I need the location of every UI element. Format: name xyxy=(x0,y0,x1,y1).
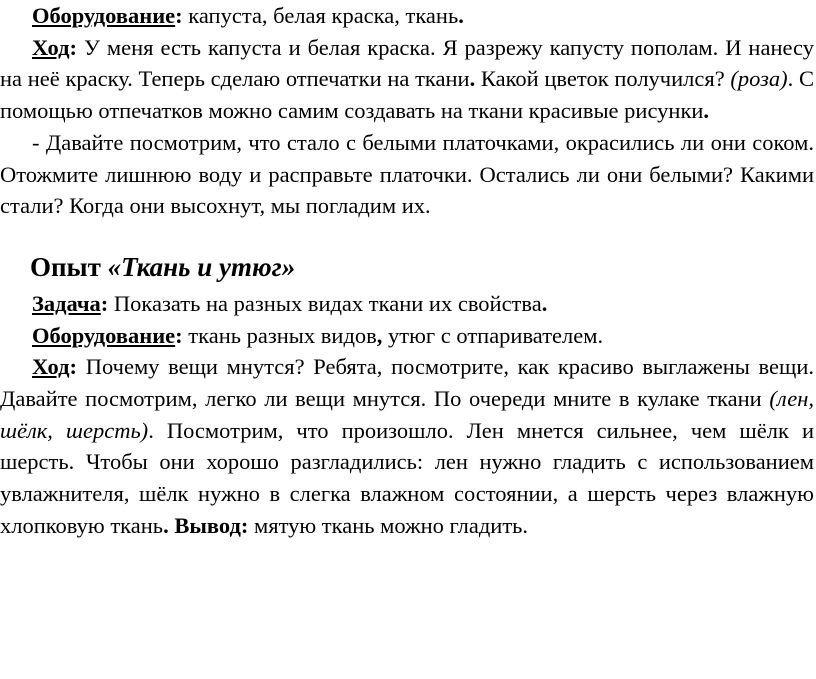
colon: : xyxy=(69,354,78,380)
period: . xyxy=(163,512,169,538)
course-label: Ход xyxy=(32,34,70,60)
colon: : xyxy=(100,290,109,316)
colon: : xyxy=(175,3,183,28)
conclusion-text: мятую ткань можно гладить. xyxy=(248,512,529,538)
colon: : xyxy=(175,322,183,348)
equipment-text: утюг с отпаривателем. xyxy=(382,322,604,348)
equipment-paragraph-2 xyxy=(0,320,814,352)
task-label: Задача xyxy=(32,290,101,316)
comma: , xyxy=(376,322,383,348)
course-text: У меня есть капуста и белая краска. Я разрежу капусту пополам. И нанесу на неё краску. Теперь сделаю отпечатки на ткани xyxy=(0,34,814,92)
conclusion-label: Вывод: xyxy=(168,512,249,538)
period: . xyxy=(541,290,548,316)
course-paragraph xyxy=(0,32,814,127)
title-plain: Опыт xyxy=(30,251,108,282)
course-italic: (роза) xyxy=(730,66,788,92)
course-label: Ход xyxy=(32,354,70,380)
course-text: Какой цветок получился? xyxy=(475,66,731,92)
dialog-paragraph: - Давайте посмотрим, что стало с белыми платочками, окрасились ли они соком. Отожмите лишнюю воду и расправьте платочки. Остались ли они белыми? Какими стали? Когда они высохнут, мы погладим их. xyxy=(0,129,814,219)
title-italic: «Ткань и утюг» xyxy=(107,251,296,282)
equipment-text: ткань разных видов xyxy=(182,322,377,348)
equipment-paragraph xyxy=(0,0,814,32)
period: . xyxy=(469,66,476,92)
course-italic: (лен, шёлк, шерсть) xyxy=(0,386,814,443)
course-text: . С помощью отпечатков можно самим создавать на ткани красивые рисунки xyxy=(0,66,814,124)
equipment-label: Оборудование xyxy=(32,3,176,28)
colon: : xyxy=(69,34,78,60)
period: . xyxy=(458,3,464,28)
course-text: Почему вещи мнутся? Ребята, посмотрите, как красиво выглажены вещи. Давайте посмотрим, легко ли вещи мнутся. По очереди мните в кулаке ткани xyxy=(0,354,814,412)
course-paragraph-2 xyxy=(0,351,814,541)
period: . xyxy=(703,98,710,124)
equipment-text: капуста, белая краска, ткань xyxy=(182,3,459,28)
task-text: Показать на разных видах ткани их свойства xyxy=(108,290,542,316)
equipment-label: Оборудование xyxy=(32,322,176,348)
task-paragraph xyxy=(0,288,814,320)
course-text: . Посмотрим, что произошло. Лен мнется сильнее, чем шёлк и шерсть. Чтобы они хорошо разгладились: лен нужно гладить с использованием увлажнителя, шёлк нужно в слегка влажном состоянии, а шерсть через влажную хлопковую ткань xyxy=(0,417,815,538)
experiment-title xyxy=(30,250,814,284)
